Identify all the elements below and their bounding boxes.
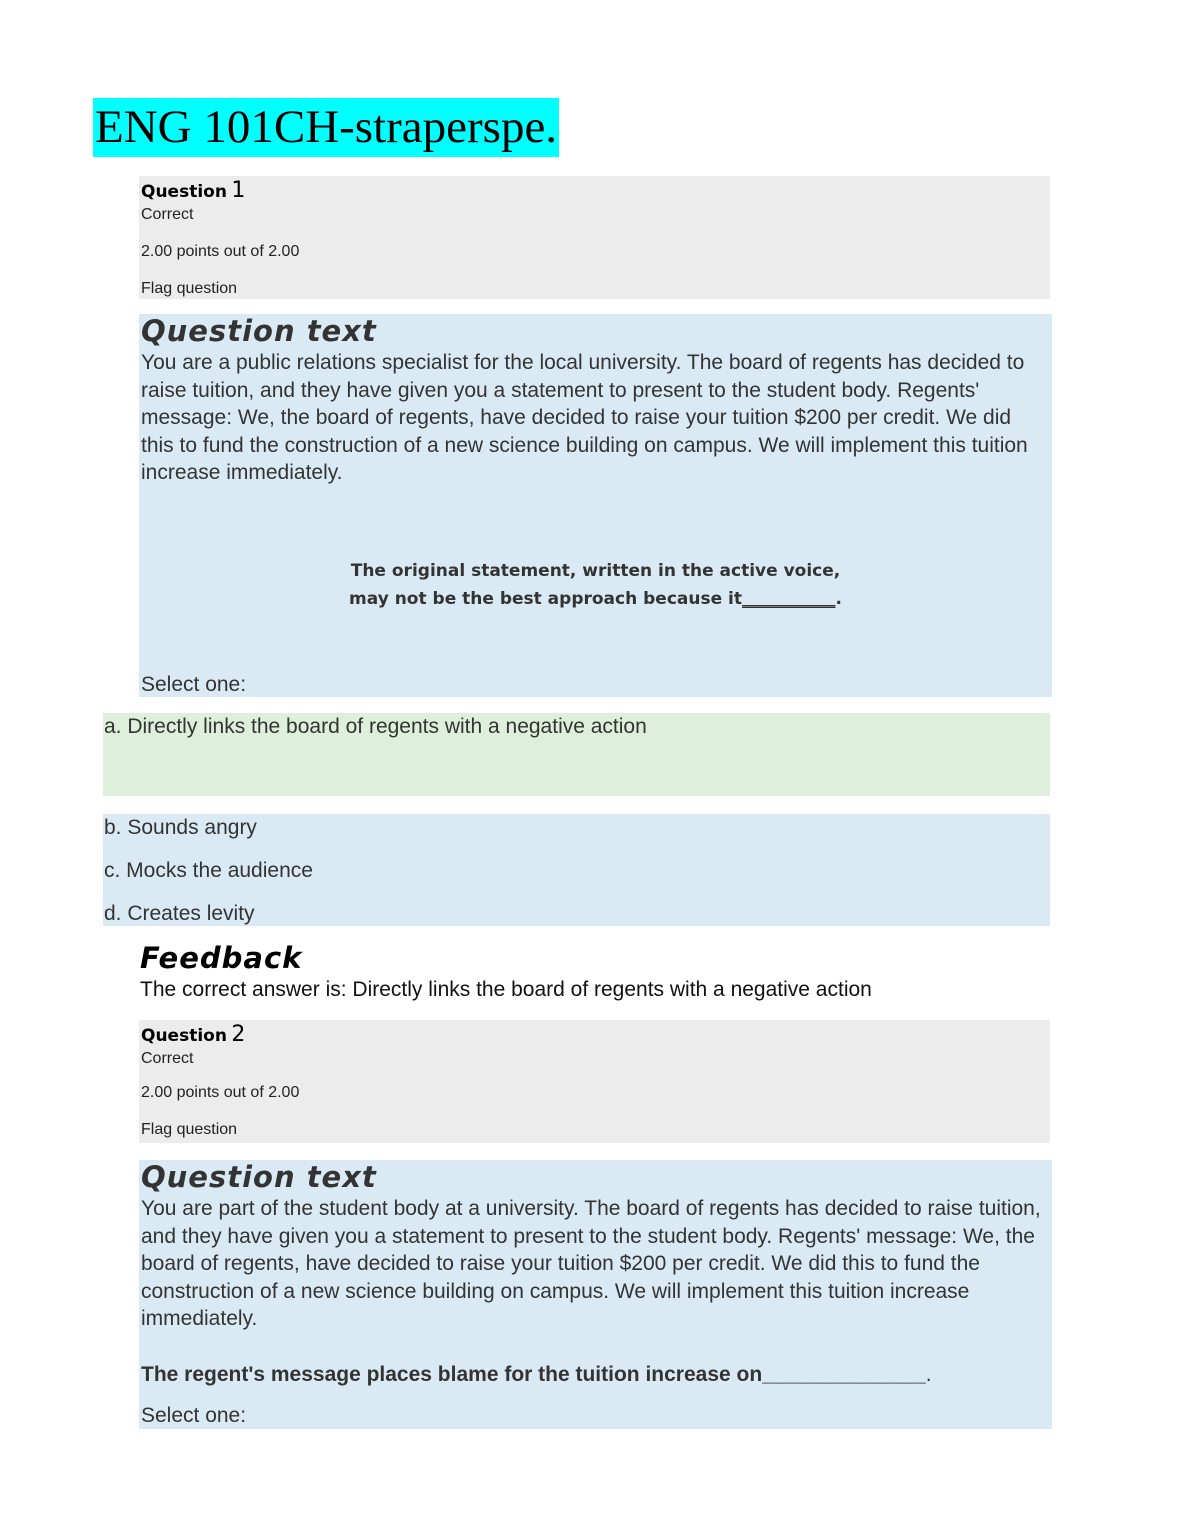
statement-end: . bbox=[835, 589, 842, 609]
question-1-text-panel bbox=[139, 314, 1052, 697]
question-status: Correct bbox=[141, 206, 194, 223]
question-body: You are part of the student body at a university. The board of regents has decided to raise tuition, and they have given you a statement to present to the student body. Regents' message: We, the board of regents, have decided to raise your tuition $200 per credit. We did this to fund the construction of a new science building on campus. We will implement this tuition increase immediately. bbox=[141, 1197, 1041, 1330]
question-points: 2.00 points out of 2.00 bbox=[141, 1084, 300, 1101]
document-title: ENG 101CH-straperspe. bbox=[93, 98, 559, 157]
question-2-info bbox=[139, 1020, 1050, 1143]
question-2-heading bbox=[141, 1022, 245, 1047]
select-one-label: Select one: bbox=[141, 1404, 247, 1427]
statement-line-1: The original statement, written in the active voice, bbox=[350, 561, 841, 581]
question-status: Correct bbox=[141, 1050, 194, 1067]
answer-option-c[interactable]: c. Mocks the audience bbox=[104, 859, 313, 882]
answer-option-b[interactable]: b. Sounds angry bbox=[104, 816, 257, 839]
question-number: 1 bbox=[231, 178, 246, 203]
question-1-heading bbox=[141, 178, 245, 203]
question-number: 2 bbox=[231, 1022, 246, 1047]
select-one-label: Select one: bbox=[141, 673, 247, 696]
question-label: Question bbox=[141, 1026, 227, 1046]
question-prompt bbox=[141, 1363, 932, 1387]
feedback-heading: Feedback bbox=[140, 941, 303, 975]
question-prompt-text: The regent's message places blame for the tuition increase on bbox=[141, 1363, 763, 1386]
prompt-end: . bbox=[925, 1363, 932, 1386]
feedback-text: The correct answer is: Directly links the board of regents with a negative action bbox=[140, 978, 872, 1001]
question-text-heading: Question text bbox=[141, 1160, 377, 1194]
flag-question-link[interactable]: Flag question bbox=[141, 280, 238, 297]
question-1-info bbox=[139, 176, 1050, 299]
statement-line-2-text: may not be the best approach because it bbox=[349, 589, 742, 609]
answer-option-a-label[interactable]: a. Directly links the board of regents with a negative action bbox=[104, 715, 647, 738]
question-text-heading: Question text bbox=[141, 314, 377, 348]
question-body: You are a public relations specialist for the local university. The board of regents has decided to raise tuition, and they have given you a statement to present to the student body. Regents' message: We, the board of regents, have decided to raise your tuition $200 per credit. We did this to fund the construction of a new science building on campus. We will implement this tuition increase immediately. bbox=[141, 351, 1028, 484]
statement-line-2 bbox=[139, 585, 1052, 613]
answer-option-d[interactable]: d. Creates levity bbox=[104, 902, 255, 925]
statement-blank: ___________ bbox=[742, 589, 836, 609]
flag-question-link[interactable]: Flag question bbox=[141, 1121, 238, 1138]
prompt-blank: ______________ bbox=[762, 1363, 926, 1386]
question-points: 2.00 points out of 2.00 bbox=[141, 243, 300, 260]
question-label: Question bbox=[141, 182, 227, 202]
question-2-text-panel bbox=[139, 1160, 1052, 1429]
answer-options-group bbox=[103, 814, 1050, 926]
answer-option-a[interactable] bbox=[103, 713, 1050, 796]
question-statement bbox=[139, 557, 1052, 613]
